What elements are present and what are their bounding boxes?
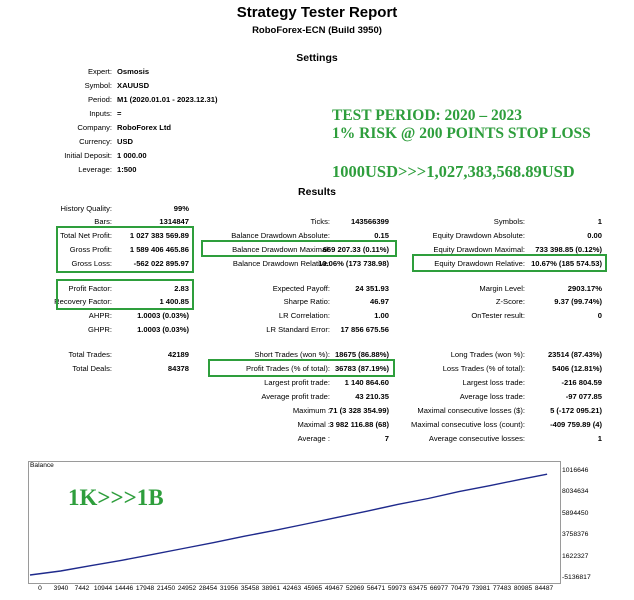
res-label-margin-level: Margin Level: xyxy=(479,284,525,293)
settings-label-currency: Currency: xyxy=(79,137,112,146)
res-value-lr-correlation: 1.00 xyxy=(374,311,389,320)
res-label-profit-trades: Profit Trades (% of total): xyxy=(246,364,330,373)
res-value-z-score: 9.37 (99.74%) xyxy=(554,297,602,306)
overlay-growth: 1000USD>>>1,027,383,568.89USD xyxy=(332,162,575,181)
res-label-total-deals: Total Deals: xyxy=(72,364,112,373)
settings-value-leverage: 1:500 xyxy=(117,165,137,174)
res-label-profit-factor: Profit Factor: xyxy=(68,284,112,293)
settings-label-initial-deposit: Initial Deposit: xyxy=(64,151,112,160)
y-tick-label: 1622327 xyxy=(562,552,589,560)
x-tick-label: 77483 xyxy=(492,585,512,592)
res-label-short-trades: Short Trades (won %): xyxy=(254,350,330,359)
res-value-ontester-result: 0 xyxy=(597,311,602,320)
res-value-symbols: 1 xyxy=(597,217,602,226)
res-value-ticks: 143566399 xyxy=(350,217,389,226)
settings-value-period: M1 (2020.01.01 - 2023.12.31) xyxy=(117,95,218,104)
x-tick-label: 31956 xyxy=(219,585,239,592)
settings-value-inputs: = xyxy=(117,109,122,118)
res-label-ticks: Ticks: xyxy=(310,217,330,226)
x-tick-label: 28454 xyxy=(198,585,218,592)
settings-label-leverage: Leverage: xyxy=(78,165,112,174)
res-label-gross-loss: Gross Loss: xyxy=(71,259,112,268)
res-value-ghpr: 1.0003 (0.03%) xyxy=(137,325,189,334)
res-value-largest-loss-trade: -216 804.59 xyxy=(561,378,602,387)
res-label-ghpr: GHPR: xyxy=(87,325,112,334)
x-tick-label: 17948 xyxy=(135,585,155,592)
res-label-bars: Bars: xyxy=(94,217,112,226)
res-value-equity-dd-absolute: 0.00 xyxy=(587,231,602,240)
x-tick-label: 70479 xyxy=(450,585,470,592)
settings-value-initial-deposit: 1 000.00 xyxy=(117,151,147,160)
res-label-equity-dd-relative: Equity Drawdown Relative: xyxy=(434,259,525,268)
x-tick-label: 66977 xyxy=(429,585,449,592)
res-value-profit-trades: 36783 (87.19%) xyxy=(334,364,389,373)
y-tick-label: 1016646 xyxy=(562,467,589,474)
highlight-profit-box xyxy=(56,226,194,273)
res-label-expected-payoff: Expected Payoff: xyxy=(272,284,330,293)
x-tick-label: 63475 xyxy=(408,585,428,592)
res-label-max-consecutive-losses: Maximal consecutive losses ($): xyxy=(417,406,525,415)
res-label-history-quality: History Quality: xyxy=(60,204,112,213)
y-tick-label: 8034634 xyxy=(562,488,589,496)
res-label-balance-dd-relative: Balance Drawdown Relative: xyxy=(232,259,330,268)
res-value-long-trades: 23514 (87.43%) xyxy=(547,350,602,359)
x-tick-label: 45965 xyxy=(303,585,323,592)
res-label-sharpe-ratio: Sharpe Ratio: xyxy=(283,297,330,306)
overlay-risk: 1% RISK @ 200 POINTS STOP LOSS xyxy=(332,125,591,142)
report-title: Strategy Tester Report xyxy=(236,4,398,21)
res-value-max-consecutive-losses: 5 (-172 095.21) xyxy=(550,406,602,415)
res-value-margin-level: 2903.17% xyxy=(567,284,602,293)
res-label-total-net-profit: Total Net Profit: xyxy=(60,231,112,240)
res-label-loss-trades: Loss Trades (% of total): xyxy=(442,364,525,373)
res-label-average-consecutive-losses: Average consecutive losses: xyxy=(428,434,525,443)
res-label-average: Average : xyxy=(297,434,330,443)
res-label-symbols: Symbols: xyxy=(493,217,525,226)
res-value-total-net-profit: 1 027 383 569.89 xyxy=(129,231,189,240)
res-label-total-trades: Total Trades: xyxy=(68,350,112,359)
res-label-recovery-factor: Recovery Factor: xyxy=(54,297,112,306)
y-tick-label: -5136817 xyxy=(562,574,591,581)
res-label-maximum: Maximum : xyxy=(292,406,330,415)
results-heading: Results xyxy=(298,186,336,198)
res-label-lr-correlation: LR Correlation: xyxy=(278,311,330,320)
res-value-profit-factor: 2.83 xyxy=(174,284,189,293)
res-label-average-profit-trade: Average profit trade: xyxy=(261,392,330,401)
x-tick-label: 7442 xyxy=(74,585,90,592)
res-value-history-quality: 99% xyxy=(173,204,189,213)
settings-label-expert: Expert: xyxy=(87,67,112,76)
res-value-total-trades: 42189 xyxy=(167,350,189,359)
x-tick-label: 35458 xyxy=(240,585,260,592)
settings-value-expert: Osmosis xyxy=(117,67,150,76)
x-tick-label: 52969 xyxy=(345,585,365,592)
settings-label-inputs: Inputs: xyxy=(89,109,112,118)
settings-heading: Settings xyxy=(296,52,338,64)
res-value-average-consecutive-losses: 1 xyxy=(597,434,602,443)
x-tick-label: 84487 xyxy=(534,585,554,592)
res-label-equity-dd-absolute: Equity Drawdown Absolute: xyxy=(432,231,525,240)
res-label-lr-standard-error: LR Standard Error: xyxy=(266,325,330,334)
x-tick-label: 0 xyxy=(38,585,42,592)
balance-chart xyxy=(28,461,559,582)
x-tick-label: 42463 xyxy=(282,585,302,592)
chart-note-1k-1b: 1K>>>1B xyxy=(68,485,164,510)
x-tick-label: 3940 xyxy=(53,585,69,592)
res-label-balance-dd-absolute: Balance Drawdown Absolute: xyxy=(231,231,330,240)
res-label-long-trades: Long Trades (won %): xyxy=(450,350,525,359)
res-label-gross-profit: Gross Profit: xyxy=(69,245,112,254)
res-value-balance-dd-relative: 10.06% (173 738.98) xyxy=(318,259,389,268)
res-label-largest-loss-trade: Largest loss trade: xyxy=(462,378,525,387)
res-value-gross-loss: -562 022 895.97 xyxy=(133,259,189,268)
highlight-profit-trades-box xyxy=(208,359,395,377)
res-label-largest-profit-trade: Largest profit trade: xyxy=(264,378,330,387)
highlight-balance-dd-box xyxy=(201,240,397,257)
res-value-average-loss-trade: -97 077.85 xyxy=(565,392,602,401)
res-value-expected-payoff: 24 351.93 xyxy=(355,284,389,293)
res-label-z-score: Z-Score: xyxy=(495,297,525,306)
res-value-equity-dd-relative: 10.67% (185 574.53) xyxy=(531,259,602,268)
x-tick-label: 24952 xyxy=(177,585,197,592)
res-value-gross-profit: 1 589 406 465.86 xyxy=(129,245,189,254)
highlight-factor-box xyxy=(56,279,194,310)
res-value-sharpe-ratio: 46.97 xyxy=(369,297,389,306)
x-tick-label: 49467 xyxy=(324,585,344,592)
res-label-maximal: Maximal : xyxy=(297,420,330,429)
res-value-maximum: 71 (3 328 354.99) xyxy=(329,406,389,415)
res-value-recovery-factor: 1 400.85 xyxy=(159,297,189,306)
x-tick-label: 80985 xyxy=(513,585,533,592)
res-value-average-profit-trade: 43 210.35 xyxy=(355,392,389,401)
report-subtitle: RoboForex-ECN (Build 3950) xyxy=(252,25,382,36)
res-value-equity-dd-maximal: 733 398.85 (0.12%) xyxy=(535,245,602,254)
settings-label-company: Company: xyxy=(77,123,112,132)
settings-value-symbol: XAUUSD xyxy=(117,81,150,90)
res-value-short-trades: 18675 (86.88%) xyxy=(334,350,389,359)
res-label-ontester-result: OnTester result: xyxy=(471,311,525,320)
y-tick-label: 5894450 xyxy=(562,509,589,517)
res-value-total-deals: 84378 xyxy=(167,364,189,373)
res-label-max-consecutive-loss-count: Maximal consecutive loss (count): xyxy=(411,420,525,429)
highlight-equity-dd-box xyxy=(412,254,607,272)
res-label-balance-dd-maximal: Balance Drawdown Maximal: xyxy=(232,245,330,254)
res-label-ahpr: AHPR: xyxy=(88,311,112,320)
res-label-average-loss-trade: Average loss trade: xyxy=(459,392,525,401)
res-value-maximal: 3 982 116.88 (68) xyxy=(329,420,389,429)
x-tick-label: 21450 xyxy=(156,585,176,592)
overlay-test-period: TEST PERIOD: 2020 – 2023 xyxy=(332,107,523,124)
res-label-equity-dd-maximal: Equity Drawdown Maximal: xyxy=(433,245,525,254)
settings-value-currency: USD xyxy=(117,137,134,146)
chart-legend-balance: Balance xyxy=(30,462,54,469)
res-value-lr-standard-error: 17 856 675.56 xyxy=(340,325,389,334)
res-value-balance-dd-maximal: 669 207.33 (0.11%) xyxy=(322,245,389,254)
settings-value-company: RoboForex Ltd xyxy=(117,123,171,132)
res-value-loss-trades: 5406 (12.81%) xyxy=(552,364,602,373)
res-value-largest-profit-trade: 1 140 864.60 xyxy=(344,378,389,387)
y-tick-label: 3758376 xyxy=(562,531,589,539)
settings-label-symbol: Symbol: xyxy=(84,81,112,90)
x-tick-label: 38961 xyxy=(261,585,281,592)
x-tick-label: 59973 xyxy=(387,585,407,592)
settings-label-period: Period: xyxy=(87,95,112,104)
res-value-ahpr: 1.0003 (0.03%) xyxy=(137,311,189,320)
res-value-average: 7 xyxy=(384,434,389,443)
res-value-balance-dd-absolute: 0.15 xyxy=(374,231,389,240)
res-value-bars: 1314847 xyxy=(159,217,189,226)
x-tick-label: 14446 xyxy=(114,585,134,592)
x-tick-label: 73981 xyxy=(471,585,491,592)
res-value-max-consecutive-loss-count: -409 759.89 (4) xyxy=(550,420,602,429)
x-tick-label: 56471 xyxy=(366,585,386,592)
x-tick-label: 10944 xyxy=(93,585,113,592)
